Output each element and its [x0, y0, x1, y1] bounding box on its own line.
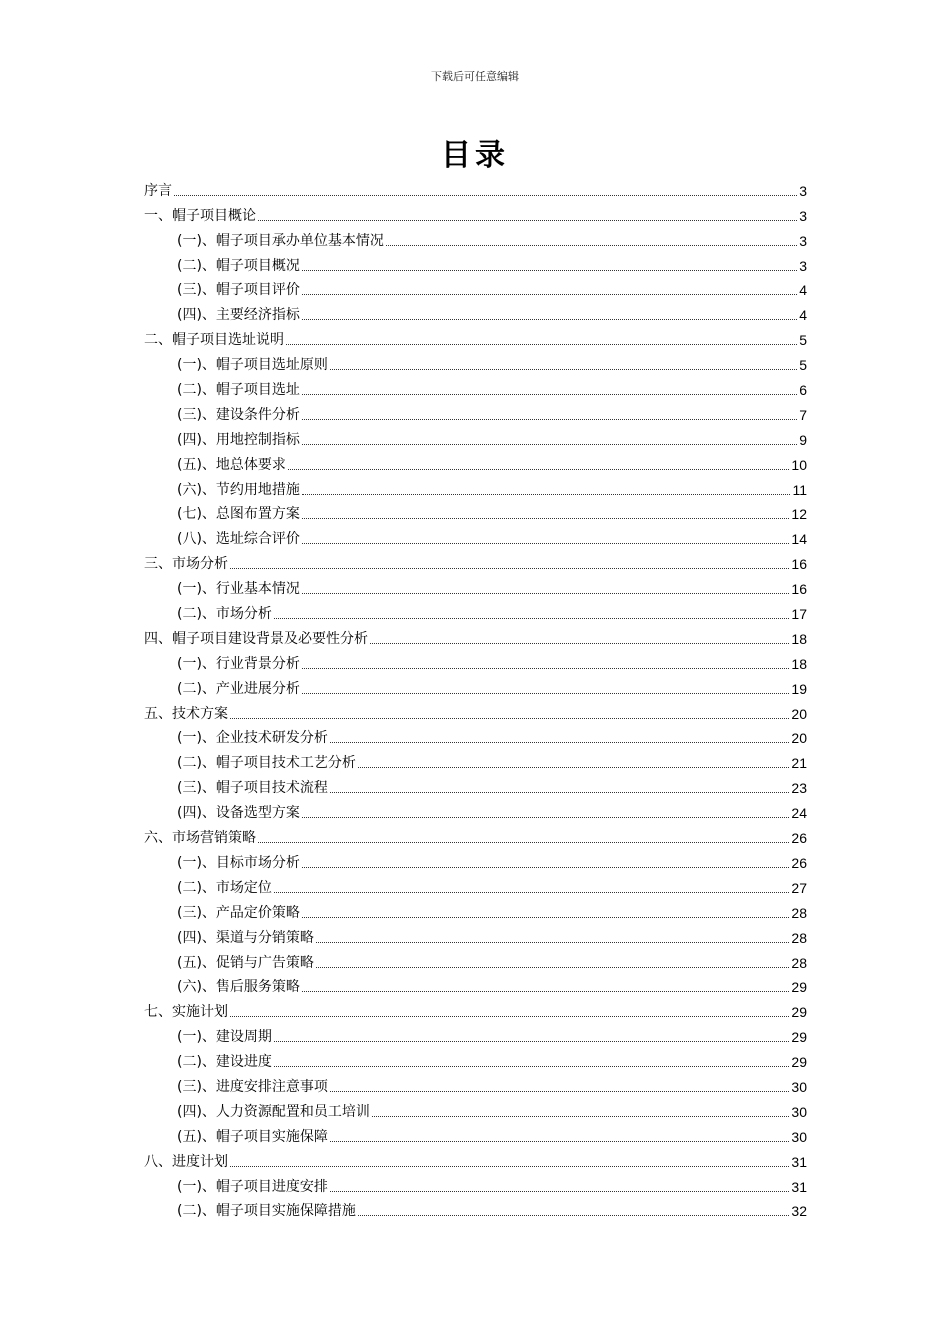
toc-entry-label: (三)、进度安排注意事项: [177, 1078, 328, 1095]
toc-entry-page-number: 29: [791, 1029, 807, 1046]
toc-entry-label: (七)、总图布置方案: [177, 506, 300, 523]
toc-entry-label: (五)、促销与广告策略: [177, 954, 314, 971]
toc-entry-label: (四)、用地控制指标: [177, 431, 300, 448]
toc-dot-leader: [358, 1215, 789, 1216]
toc-dot-leader: [174, 195, 797, 196]
toc-entry[interactable]: [144, 996, 807, 1021]
toc-entry-page-number: 3: [799, 232, 807, 249]
toc-entry-label: (三)、建设条件分析: [177, 406, 300, 423]
toc-entry-label: 二、帽子项目选址说明: [144, 332, 284, 349]
toc-entry-page-number: 16: [791, 581, 807, 598]
toc-entry-label: (三)、产品定价策略: [177, 904, 300, 921]
toc-entry-page-number: 23: [791, 780, 807, 797]
toc-entry[interactable]: [144, 1196, 807, 1221]
toc-entry-label: (四)、设备选型方案: [177, 805, 300, 822]
page-title: 目录: [441, 138, 509, 173]
toc-dot-leader: [302, 294, 797, 295]
toc-dot-leader: [302, 270, 797, 271]
toc-entry-page-number: 4: [799, 307, 807, 324]
toc-entry-label: 序言: [144, 182, 172, 199]
toc-entry[interactable]: [144, 822, 807, 847]
toc-entry[interactable]: [144, 1146, 807, 1171]
toc-entry-page-number: 6: [799, 382, 807, 399]
toc-entry-label: (二)、市场分析: [177, 606, 272, 623]
toc-dot-leader: [330, 742, 789, 743]
toc-entry[interactable]: [144, 598, 807, 623]
toc-entry-page-number: 29: [791, 1004, 807, 1021]
toc-entry-label: (六)、售后服务策略: [177, 979, 300, 996]
toc-entry-page-number: 18: [791, 655, 807, 672]
toc-entry[interactable]: [144, 648, 807, 673]
toc-entry[interactable]: [144, 225, 807, 250]
toc-dot-leader: [302, 867, 789, 868]
toc-entry-label: (五)、地总体要求: [177, 456, 286, 473]
toc-dot-leader: [358, 767, 789, 768]
toc-entry[interactable]: [144, 922, 807, 947]
toc-dot-leader: [302, 817, 789, 818]
toc-dot-leader: [230, 718, 789, 719]
toc-entry[interactable]: [144, 499, 807, 524]
toc-entry-page-number: 31: [791, 1178, 807, 1195]
toc-entry-page-number: 28: [791, 904, 807, 921]
toc-entry-label: 四、帽子项目建设背景及必要性分析: [144, 630, 368, 647]
toc-dot-leader: [330, 369, 797, 370]
toc-dot-leader: [372, 1116, 789, 1117]
toc-entry[interactable]: [144, 897, 807, 922]
toc-entry-page-number: 5: [799, 332, 807, 349]
toc-entry[interactable]: [144, 1071, 807, 1096]
toc-entry-label: (四)、渠道与分销策略: [177, 929, 314, 946]
toc-entry-page-number: 5: [799, 357, 807, 374]
toc-entry[interactable]: [144, 772, 807, 797]
toc-entry-page-number: 3: [799, 182, 807, 199]
toc-entry-label: (二)、市场定位: [177, 879, 272, 896]
toc-entry-page-number: 30: [791, 1128, 807, 1145]
toc-entry[interactable]: [144, 175, 807, 200]
toc-entry[interactable]: [144, 847, 807, 872]
toc-entry-page-number: 4: [799, 282, 807, 299]
toc-entry-page-number: 27: [791, 879, 807, 896]
toc-dot-leader: [274, 1041, 789, 1042]
toc-entry-page-number: 19: [791, 680, 807, 697]
toc-entry-page-number: 17: [791, 606, 807, 623]
toc-entry-label: (六)、节约用地措施: [177, 481, 300, 498]
toc-dot-leader: [330, 1191, 789, 1192]
toc-entry-page-number: 14: [791, 531, 807, 548]
toc-entry-page-number: 29: [791, 1054, 807, 1071]
toc-dot-leader: [258, 842, 789, 843]
toc-entry[interactable]: [144, 474, 807, 499]
toc-entry-label: (二)、建设进度: [177, 1054, 272, 1071]
toc-entry-label: (八)、选址综合评价: [177, 531, 300, 548]
toc-entry[interactable]: [144, 1021, 807, 1046]
toc-entry-label: (四)、主要经济指标: [177, 307, 300, 324]
toc-entry-label: (五)、帽子项目实施保障: [177, 1128, 328, 1145]
toc-entry-page-number: 12: [791, 506, 807, 523]
toc-dot-leader: [316, 942, 789, 943]
toc-entry[interactable]: [144, 1171, 807, 1196]
toc-dot-leader: [302, 444, 797, 445]
toc-entry[interactable]: [144, 1096, 807, 1121]
toc-entry-label: (三)、帽子项目技术流程: [177, 780, 328, 797]
toc-entry-label: (二)、帽子项目技术工艺分析: [177, 755, 356, 772]
toc-dot-leader: [302, 917, 789, 918]
toc-dot-leader: [386, 245, 797, 246]
toc-dot-leader: [274, 618, 789, 619]
toc-dot-leader: [316, 967, 789, 968]
toc-entry-page-number: 20: [791, 730, 807, 747]
toc-entry-page-number: 24: [791, 805, 807, 822]
toc-entry-label: (一)、帽子项目承办单位基本情况: [177, 232, 384, 249]
toc-entry[interactable]: [144, 374, 807, 399]
toc-entry[interactable]: [144, 747, 807, 772]
toc-entry[interactable]: [144, 275, 807, 300]
toc-dot-leader: [302, 394, 797, 395]
toc-dot-leader: [274, 1066, 789, 1067]
toc-entry-page-number: 20: [791, 705, 807, 722]
toc-entry[interactable]: [144, 623, 807, 648]
toc-entry-label: 八、进度计划: [144, 1153, 228, 1170]
toc-entry-page-number: 28: [791, 929, 807, 946]
toc-entry-label: (一)、建设周期: [177, 1029, 272, 1046]
toc-entry-label: (一)、企业技术研发分析: [177, 730, 328, 747]
toc-entry[interactable]: [144, 797, 807, 822]
toc-entry-label: 五、技术方案: [144, 705, 228, 722]
toc-entry[interactable]: [144, 723, 807, 748]
toc-entry-label: (一)、目标市场分析: [177, 854, 300, 871]
toc-entry[interactable]: [144, 947, 807, 972]
toc-entry[interactable]: [144, 349, 807, 374]
toc-dot-leader: [302, 518, 789, 519]
toc-entry[interactable]: [144, 872, 807, 897]
toc-entry-label: 六、市场营销策略: [144, 830, 256, 847]
toc-dot-leader: [330, 792, 789, 793]
toc-entry-page-number: 11: [792, 481, 807, 498]
toc-entry[interactable]: [144, 299, 807, 324]
toc-entry-page-number: 3: [799, 257, 807, 274]
toc-dot-leader: [230, 568, 789, 569]
toc-entry-label: 三、市场分析: [144, 556, 228, 573]
toc-entry[interactable]: [144, 1046, 807, 1071]
toc-dot-leader: [302, 319, 797, 320]
toc-entry-label: 七、实施计划: [144, 1004, 228, 1021]
toc-entry-label: (三)、帽子项目评价: [177, 282, 300, 299]
toc-entry-label: (一)、帽子项目进度安排: [177, 1178, 328, 1195]
toc-dot-leader: [302, 693, 789, 694]
toc-entry-page-number: 16: [791, 556, 807, 573]
toc-dot-leader: [230, 1166, 789, 1167]
toc-entry-label: (二)、帽子项目选址: [177, 382, 300, 399]
toc-entry[interactable]: [144, 673, 807, 698]
toc-entry[interactable]: [144, 573, 807, 598]
toc-entry-page-number: 32: [791, 1203, 807, 1220]
toc-dot-leader: [274, 892, 789, 893]
toc-entry-page-number: 30: [791, 1103, 807, 1120]
toc-entry-page-number: 26: [791, 830, 807, 847]
toc-entry-label: (一)、行业基本情况: [177, 581, 300, 598]
toc-entry-label: (一)、行业背景分析: [177, 655, 300, 672]
toc-entry-page-number: 29: [791, 979, 807, 996]
toc-entry-label: 一、帽子项目概论: [144, 207, 256, 224]
toc-dot-leader: [302, 593, 789, 594]
toc-entry-page-number: 28: [791, 954, 807, 971]
toc-entry[interactable]: [144, 523, 807, 548]
header-note: 下载后可任意编辑: [431, 70, 519, 83]
toc-entry[interactable]: [144, 449, 807, 474]
toc-entry[interactable]: [144, 399, 807, 424]
toc-dot-leader: [258, 220, 797, 221]
toc-entry[interactable]: [144, 250, 807, 275]
toc-entry-page-number: 31: [791, 1153, 807, 1170]
toc-dot-leader: [302, 494, 791, 495]
toc-entry-label: (二)、帽子项目概况: [177, 257, 300, 274]
toc-entry-label: (四)、人力资源配置和员工培训: [177, 1103, 370, 1120]
toc-entry[interactable]: [144, 698, 807, 723]
toc-dot-leader: [330, 1091, 789, 1092]
toc-dot-leader: [370, 643, 789, 644]
toc-entry-page-number: 26: [791, 854, 807, 871]
toc-entry-page-number: 7: [799, 406, 807, 423]
toc-entry-label: (一)、帽子项目选址原则: [177, 357, 328, 374]
toc-entry[interactable]: [144, 972, 807, 997]
toc-dot-leader: [288, 469, 789, 470]
toc-entry-page-number: 3: [799, 207, 807, 224]
toc-dot-leader: [302, 419, 797, 420]
toc-entry-page-number: 30: [791, 1078, 807, 1095]
toc-entry-label: (二)、帽子项目实施保障措施: [177, 1203, 356, 1220]
toc-entry[interactable]: [144, 200, 807, 225]
toc-entry-page-number: 21: [791, 755, 807, 772]
toc-entry[interactable]: [144, 324, 807, 349]
toc-dot-leader: [302, 543, 789, 544]
toc-entry[interactable]: [144, 1121, 807, 1146]
table-of-contents: [144, 175, 807, 1220]
toc-entry[interactable]: [144, 424, 807, 449]
toc-dot-leader: [330, 1141, 789, 1142]
toc-dot-leader: [302, 668, 789, 669]
toc-entry-page-number: 9: [799, 431, 807, 448]
toc-dot-leader: [230, 1016, 789, 1017]
toc-entry-page-number: 18: [791, 630, 807, 647]
toc-entry-page-number: 10: [791, 456, 807, 473]
toc-dot-leader: [286, 344, 797, 345]
toc-entry[interactable]: [144, 548, 807, 573]
toc-dot-leader: [302, 991, 789, 992]
toc-entry-label: (二)、产业进展分析: [177, 680, 300, 697]
